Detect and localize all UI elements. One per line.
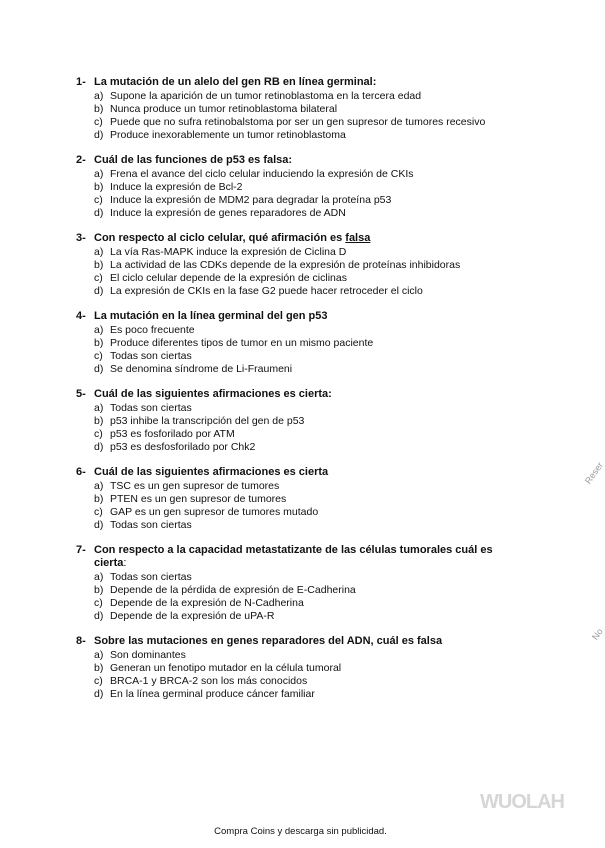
option-text: Todas son ciertas: [110, 350, 192, 362]
option-letter: a): [94, 90, 104, 102]
option-text: Produce inexorablemente un tumor retinoblastoma: [110, 129, 346, 141]
footer-ad-text: Compra Coins y descarga sin publicidad.: [214, 826, 387, 837]
option-letter: c): [94, 597, 103, 609]
option-letter: c): [94, 116, 103, 128]
question-number: 5-: [76, 388, 86, 400]
option: [94, 428, 516, 441]
option-letter: a): [94, 246, 104, 258]
option-text: Generan un fenotipo mutador en la célula tumoral: [110, 662, 342, 674]
question-number: 7-: [76, 544, 86, 556]
question-number: 8-: [76, 635, 86, 647]
option-text: Induce la expresión de Bcl-2: [110, 181, 243, 193]
option: [94, 324, 516, 337]
option-letter: b): [94, 415, 104, 427]
option: [94, 272, 516, 285]
option: [94, 168, 516, 181]
option-letter: d): [94, 519, 104, 531]
option-text: Nunca produce un tumor retinoblastoma bilateral: [110, 103, 338, 115]
option-letter: c): [94, 506, 103, 518]
option-text: TSC es un gen supresor de tumores: [110, 480, 280, 492]
option-text: El ciclo celular depende de la expresión de ciclinas: [110, 272, 347, 284]
option: [94, 506, 516, 519]
question-6: [76, 466, 516, 532]
option-text: Depende de la expresión de N-Cadherina: [110, 597, 304, 609]
option-text: Se denomina síndrome de Li-Fraumeni: [110, 363, 293, 375]
option-text: Todas son ciertas: [110, 519, 192, 531]
option-text: Frena el avance del ciclo celular induciendo la expresión de CKIs: [110, 168, 414, 180]
option-letter: b): [94, 662, 104, 674]
option-letter: b): [94, 259, 104, 271]
option-letter: c): [94, 350, 103, 362]
option: [94, 441, 516, 454]
question-3: [76, 232, 516, 298]
option: [94, 103, 516, 116]
question-suffix: :: [123, 557, 127, 569]
option-text: p53 es fosforilado por ATM: [110, 428, 235, 440]
option-text: Induce la expresión de MDM2 para degradar la proteína p53: [110, 194, 392, 206]
option-letter: d): [94, 363, 104, 375]
option-text: Depende de la expresión de uPA-R: [110, 610, 275, 622]
option: [94, 649, 516, 662]
question-text: La mutación de un alelo del gen RB en línea germinal:: [94, 76, 377, 88]
option: [94, 181, 516, 194]
option: [94, 597, 516, 610]
question-text: Con respecto al ciclo celular, qué afirmación es: [94, 232, 343, 244]
question-text: Cuál de las siguientes afirmaciones es cierta:: [94, 388, 332, 400]
option: [94, 662, 516, 675]
option: [94, 90, 516, 103]
option: [94, 285, 516, 298]
option-letter: a): [94, 649, 104, 661]
option-letter: b): [94, 103, 104, 115]
option: [94, 207, 516, 220]
option-text: En la línea germinal produce cáncer familiar: [110, 688, 315, 700]
option-letter: b): [94, 493, 104, 505]
question-number: 1-: [76, 76, 86, 88]
question-text: Cuál de las funciones de p53 es falsa:: [94, 154, 293, 166]
option: [94, 688, 516, 701]
option: [94, 519, 516, 532]
question-4: [76, 310, 516, 376]
option-text: Todas son ciertas: [110, 402, 192, 414]
option-letter: d): [94, 688, 104, 700]
option: [94, 350, 516, 363]
option-text: Puede que no sufra retinobalstoma por ser un gen supresor de tumores recesivo: [110, 116, 486, 128]
option-letter: a): [94, 402, 104, 414]
question-5: [76, 388, 516, 454]
option-letter: a): [94, 168, 104, 180]
option: [94, 363, 516, 376]
option-text: Todas son ciertas: [110, 571, 192, 583]
side-note-reserved: Reser: [583, 460, 605, 486]
option-text: Supone la aparición de un tumor retinoblastoma en la tercera edad: [110, 90, 422, 102]
option-letter: c): [94, 675, 103, 687]
option-text: Son dominantes: [110, 649, 186, 661]
option: [94, 584, 516, 597]
option: [94, 610, 516, 623]
option-text: La expresión de CKIs en la fase G2 puede hacer retroceder el ciclo: [110, 285, 423, 297]
option-text: PTEN es un gen supresor de tumores: [110, 493, 287, 505]
option-text: BRCA-1 y BRCA-2 son los más conocidos: [110, 675, 308, 687]
option-letter: a): [94, 480, 104, 492]
option-text: GAP es un gen supresor de tumores mutado: [110, 506, 319, 518]
wuolah-logo: [480, 789, 580, 813]
option-letter: a): [94, 324, 104, 336]
option: [94, 675, 516, 688]
option-letter: a): [94, 571, 104, 583]
question-7: [76, 544, 516, 623]
option-text: p53 es desfosforilado por Chk2: [110, 441, 256, 453]
question-number: 6-: [76, 466, 86, 478]
option: [94, 480, 516, 493]
wuolah-logo-text: WUOLAH: [480, 791, 564, 813]
option-text: Induce la expresión de genes reparadores de ADN: [110, 207, 346, 219]
option: [94, 259, 516, 272]
option-letter: d): [94, 285, 104, 297]
option: [94, 493, 516, 506]
underlined-word: falsa: [345, 232, 371, 244]
option-letter: d): [94, 129, 104, 141]
option-letter: c): [94, 194, 103, 206]
option-letter: d): [94, 441, 104, 453]
question-list: [76, 76, 516, 713]
option-letter: d): [94, 207, 104, 219]
question-number: 3-: [76, 232, 86, 244]
option: [94, 402, 516, 415]
option-letter: b): [94, 337, 104, 349]
option-text: La actividad de las CDKs depende de la expresión de proteínas inhibidoras: [110, 259, 461, 271]
option-letter: d): [94, 610, 104, 622]
option-letter: c): [94, 272, 103, 284]
question-text: La mutación en la línea germinal del gen p53: [94, 310, 328, 322]
question-8: [76, 635, 516, 701]
side-note-no: No: [590, 626, 605, 642]
question-text: Con respecto a la capacidad metastatizante de las células tumorales cuál es cierta: [94, 544, 493, 569]
option-text: Depende de la pérdida de expresión de E-Cadherina: [110, 584, 356, 596]
option-text: p53 inhibe la transcripción del gen de p53: [110, 415, 305, 427]
option: [94, 116, 516, 129]
question-2: [76, 154, 516, 220]
question-number: 2-: [76, 154, 86, 166]
option: [94, 246, 516, 259]
option-text: Es poco frecuente: [110, 324, 195, 336]
option: [94, 337, 516, 350]
option-letter: b): [94, 584, 104, 596]
option: [94, 129, 516, 142]
option-text: La vía Ras-MAPK induce la expresión de Ciclina D: [110, 246, 347, 258]
option: [94, 571, 516, 584]
option: [94, 194, 516, 207]
question-number: 4-: [76, 310, 86, 322]
option-text: Produce diferentes tipos de tumor en un mismo paciente: [110, 337, 374, 349]
option: [94, 415, 516, 428]
option-letter: b): [94, 181, 104, 193]
option-letter: c): [94, 428, 103, 440]
question-text: Cuál de las siguientes afirmaciones es cierta: [94, 466, 329, 478]
question-1: [76, 76, 516, 142]
question-text: Sobre las mutaciones en genes reparadores del ADN, cuál es falsa: [94, 635, 443, 647]
